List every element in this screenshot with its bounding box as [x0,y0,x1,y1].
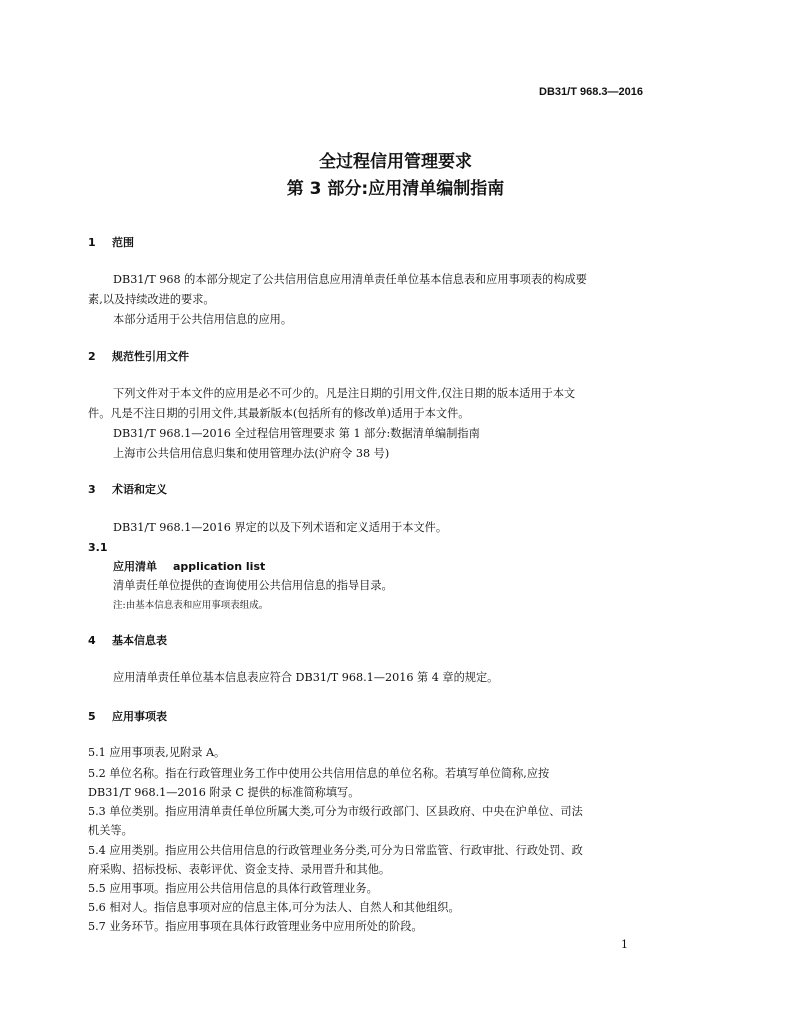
clause-5-3: 5.3 单位类别。指应用清单责任单位所属大类,可分为市级行政部门、区县政府、中央在沪单位、司法 [88,805,583,818]
paragraph-line: 下列文件对于本文件的应用是必不可少的。凡是注日期的引用文件,仅注日期的版本适用于本文 [113,387,576,400]
subsection-number: 3.1 [88,541,108,554]
section-4-heading [88,634,167,648]
section-number: 5 [88,710,96,723]
clause-5-5: 5.5 应用事项。指应用公共信用信息的具体行政管理业务。 [88,882,378,895]
section-number: 3 [88,483,96,496]
term-english: application list [173,560,266,573]
term-note: 注:由基本信息表和应用事项表组成。 [113,600,269,611]
paragraph-line: 素,以及持续改进的要求。 [88,293,215,306]
section-3-heading [88,483,167,497]
clause-5-2: 5.2 单位名称。指在行政管理业务工作中使用公共信用信息的单位名称。若填写单位简称,应按 [88,767,550,780]
clause-5-4-cont: 府采购、招标投标、表彰评优、资金支持、录用晋升和其他。 [88,863,391,876]
standard-number: DB31/T 968.3—2016 [539,86,643,98]
term-chinese: 应用清单 [113,560,157,573]
clause-5-6: 5.6 相对人。指信息事项对应的信息主体,可分为法人、自然人和其他组织。 [88,901,460,914]
term-entry [113,560,265,574]
section-title: 规范性引用文件 [112,350,189,363]
paragraph-line: DB31/T 968 的本部分规定了公共信用信息应用清单责任单位基本信息表和应用事项表的构成要 [113,273,587,286]
document-subtitle: 第 3 部分:应用清单编制指南 [286,179,505,199]
paragraph-line: 件。凡是不注日期的引用文件,其最新版本(包括所有的修改单)适用于本文件。 [88,407,470,420]
section-5-heading [88,710,167,724]
paragraph-line: DB31/T 968.1—2016 界定的以及下列术语和定义适用于本文件。 [113,521,448,534]
page-number: 1 [621,938,628,951]
document-title: 全过程信用管理要求 [319,152,472,172]
clause-5-7: 5.7 业务环节。指应用事项在具体行政管理业务中应用所处的阶段。 [88,920,423,933]
section-number: 1 [88,236,96,249]
clause-5-3-cont: 机关等。 [88,824,133,837]
section-title: 应用事项表 [112,710,167,723]
clause-5-2-cont: DB31/T 968.1—2016 附录 C 提供的标准简称填写。 [88,786,360,799]
clause-5-1: 5.1 应用事项表,见附录 A。 [88,746,226,759]
clause-5-4: 5.4 应用类别。指应用公共信用信息的行政管理业务分类,可分为日常监管、行政审批、行政处罚、政 [88,844,583,857]
reference-item: DB31/T 968.1—2016 全过程信用管理要求 第 1 部分:数据清单编制指南 [113,427,480,440]
reference-item: 上海市公共信用信息归集和使用管理办法(沪府令 38 号) [113,447,390,460]
paragraph-line: 应用清单责任单位基本信息表应符合 DB31/T 968.1—2016 第 4 章的规定。 [113,671,499,684]
section-title: 范围 [112,236,134,249]
section-number: 4 [88,634,96,647]
section-number: 2 [88,350,96,363]
section-title: 基本信息表 [112,634,167,647]
section-1-heading [88,236,134,250]
section-title: 术语和定义 [112,483,167,496]
section-2-heading [88,350,189,364]
term-definition: 清单责任单位提供的查询使用公共信用信息的指导目录。 [113,579,393,592]
paragraph-line: 本部分适用于公共信用信息的应用。 [113,313,293,326]
